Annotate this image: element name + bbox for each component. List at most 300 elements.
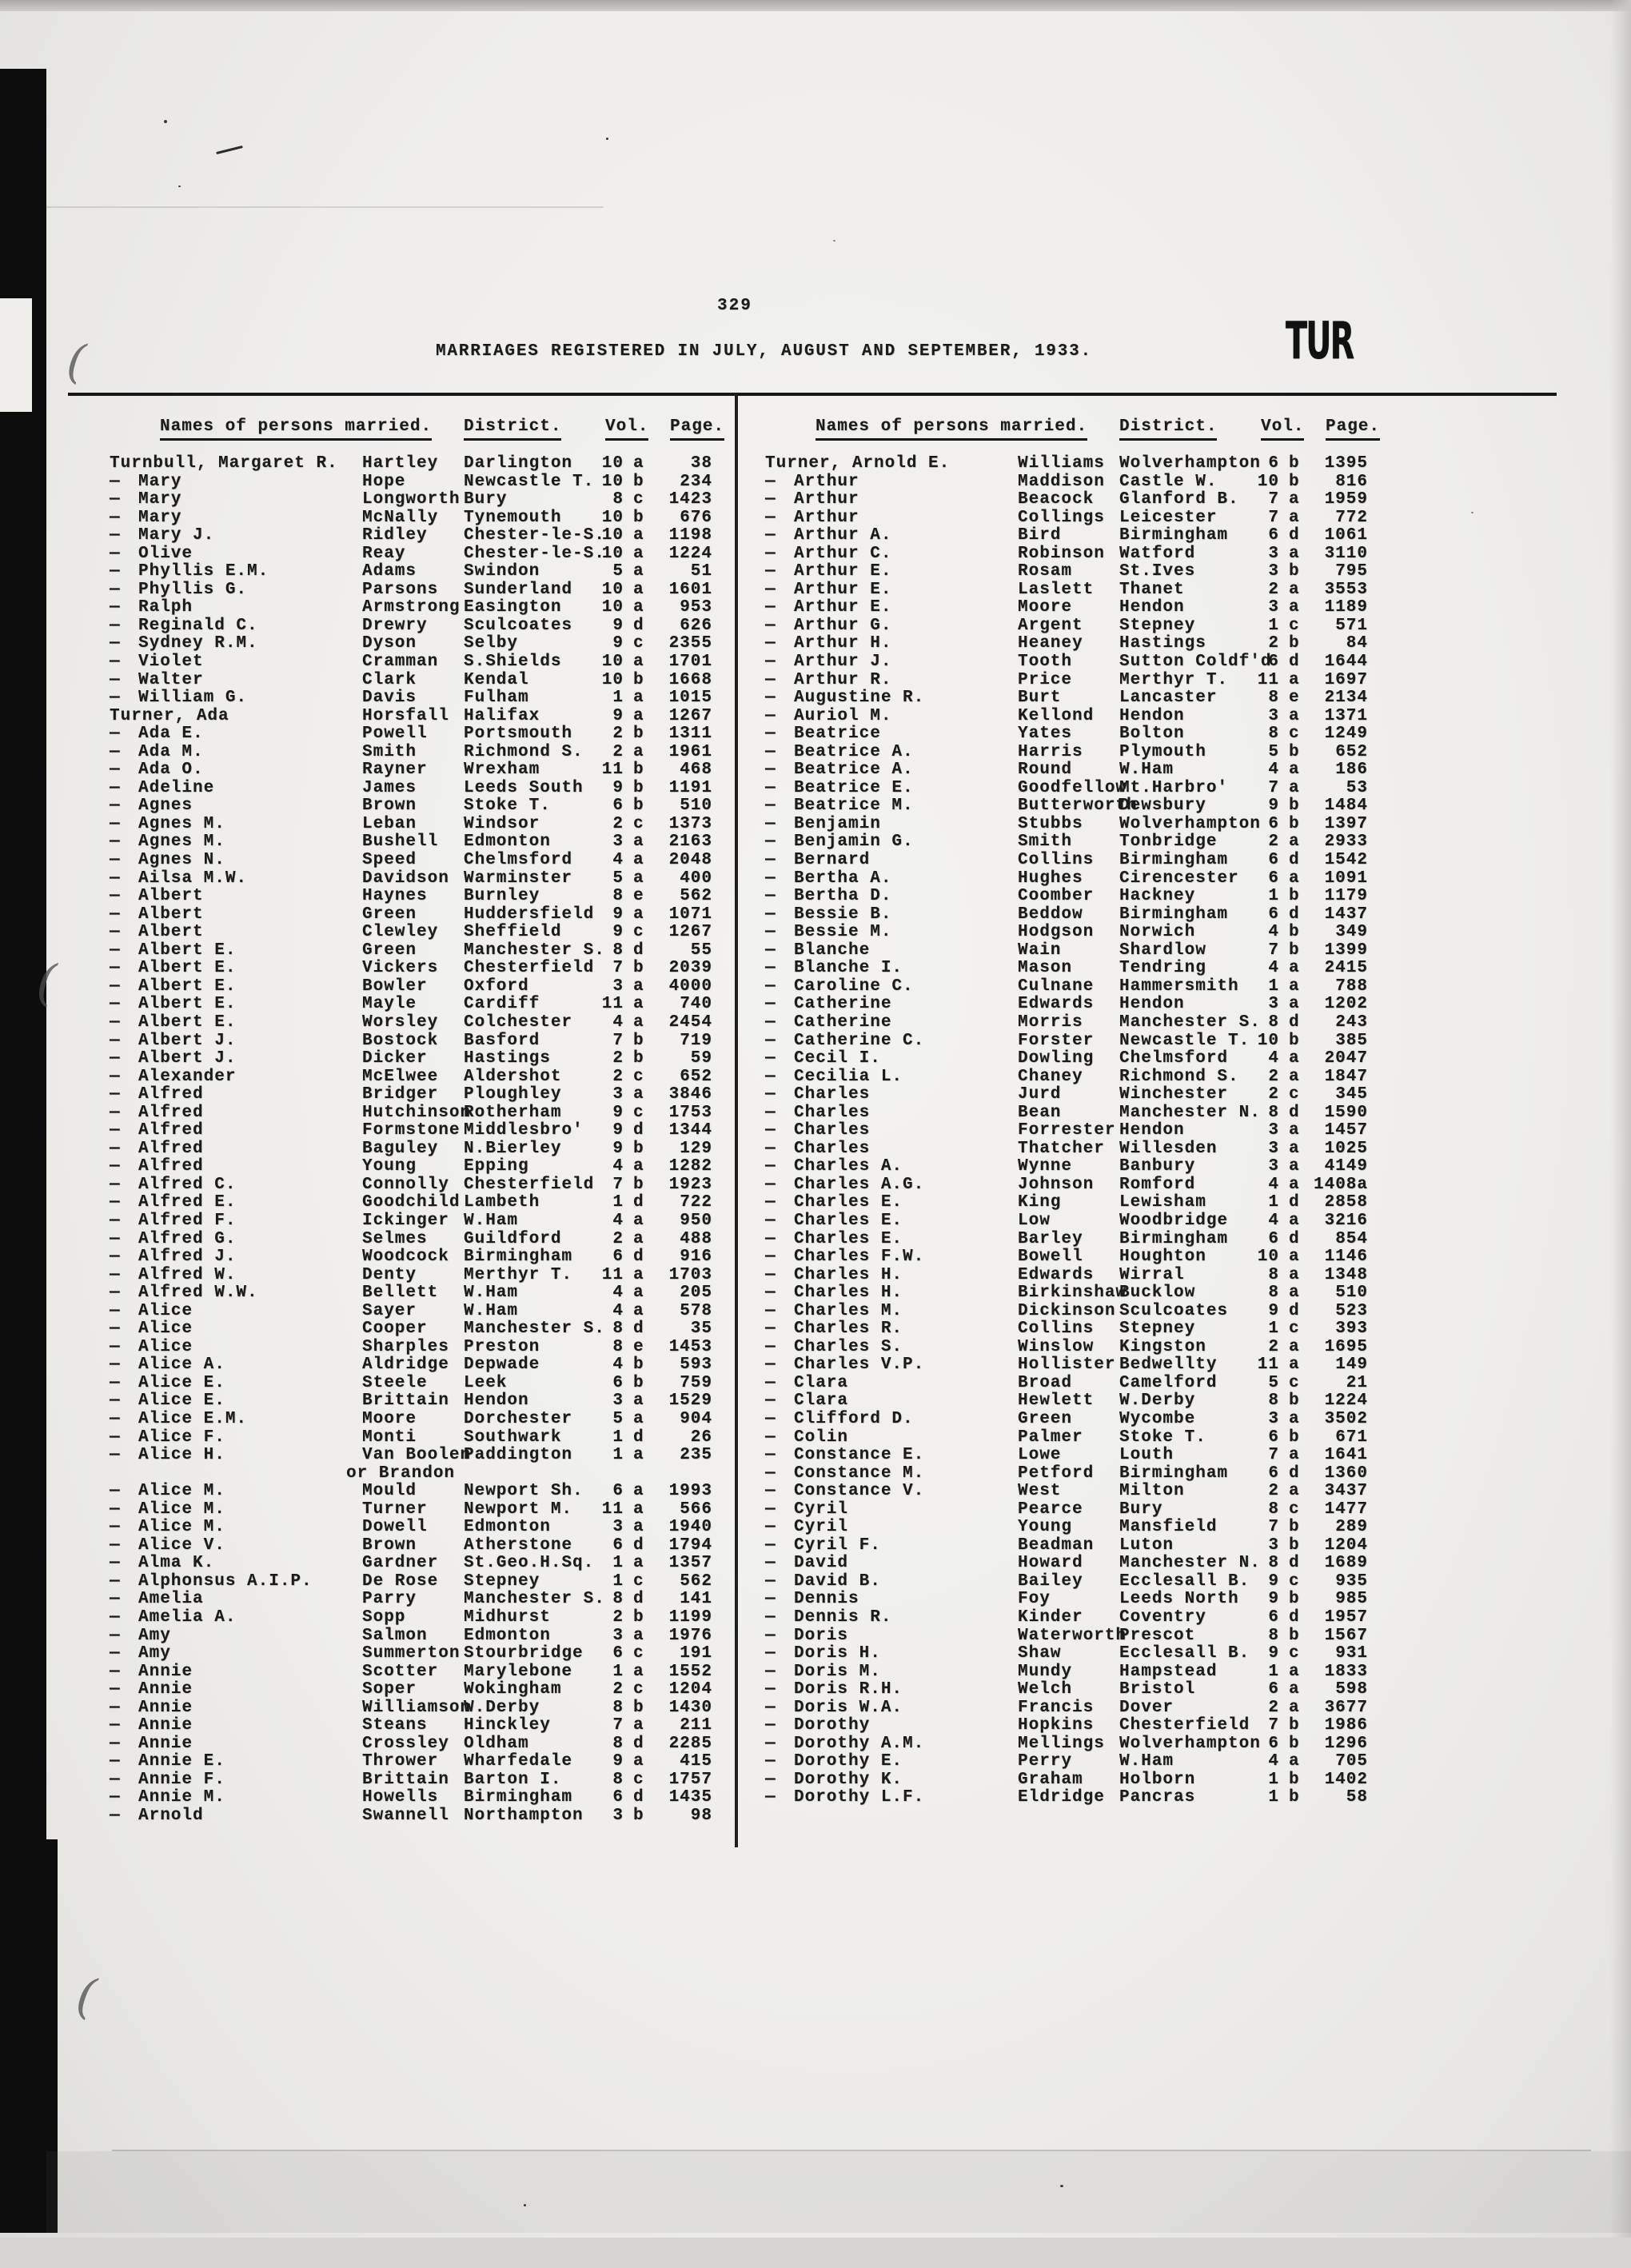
district-cell: Merthyr T. bbox=[464, 1265, 573, 1284]
spouse-cell: Green bbox=[362, 904, 417, 924]
vol-letter-cell: d bbox=[1289, 653, 1300, 672]
vol-letter-cell: b bbox=[1289, 1535, 1300, 1555]
vol-letter-cell: a bbox=[1289, 1409, 1300, 1428]
vol-number-cell: 5 bbox=[612, 1409, 624, 1428]
ditto-dash: — bbox=[110, 940, 121, 960]
district-cell: Prescot bbox=[1119, 1626, 1196, 1645]
vol-number-cell: 1 bbox=[1268, 976, 1279, 996]
name-cell: Arthur E. bbox=[794, 580, 892, 599]
name-cell: Amelia A. bbox=[138, 1608, 237, 1627]
name-cell: Albert E. bbox=[138, 940, 237, 960]
page-cell: 816 bbox=[1335, 472, 1368, 491]
district-cell: Sculcoates bbox=[464, 616, 573, 635]
vol-letter-cell: a bbox=[1289, 1698, 1300, 1717]
vol-number-cell: 3 bbox=[1268, 562, 1279, 581]
vol-number-cell: 11 bbox=[1257, 670, 1279, 689]
name-cell: Mary bbox=[138, 472, 182, 491]
vol-number-cell: 10 bbox=[1257, 1248, 1279, 1267]
name-cell: Clara bbox=[794, 1392, 849, 1411]
vol-number-cell: 3 bbox=[612, 1807, 624, 1826]
spouse-cell: Round bbox=[1018, 761, 1073, 780]
ditto-dash: — bbox=[765, 1463, 776, 1483]
table-row bbox=[110, 1788, 741, 1807]
page-cell: 1457 bbox=[1324, 1121, 1368, 1140]
table-row bbox=[110, 1464, 741, 1483]
spouse-cell: Culnane bbox=[1018, 976, 1095, 996]
table-row bbox=[765, 1554, 1397, 1572]
vol-letter-cell: b bbox=[1289, 472, 1300, 491]
spouse-cell: Heaney bbox=[1018, 634, 1083, 653]
district-cell: Stoke T. bbox=[464, 797, 551, 816]
district-cell: Windsor bbox=[464, 814, 540, 833]
vol-letter-cell: a bbox=[1289, 490, 1300, 509]
spouse-cell: Brittain bbox=[362, 1770, 449, 1789]
spouse-cell: Birkinshaw bbox=[1018, 1284, 1127, 1303]
page-cell: 1191 bbox=[668, 778, 712, 797]
page-cell: 1395 bbox=[1324, 454, 1368, 473]
spouse-cell: Winslow bbox=[1018, 1337, 1095, 1356]
district-cell: Kingston bbox=[1119, 1337, 1206, 1356]
name-cell: Cyril F. bbox=[794, 1535, 881, 1555]
district-cell: Chester-le-S. bbox=[464, 526, 605, 545]
vol-letter-cell: b bbox=[633, 797, 644, 816]
ditto-dash: — bbox=[765, 1392, 776, 1411]
vol-letter-cell: b bbox=[633, 1049, 644, 1068]
page-cell: 1189 bbox=[1324, 598, 1368, 617]
name-cell: Annie bbox=[138, 1716, 193, 1735]
vol-letter-cell: d bbox=[1289, 1463, 1300, 1483]
table-row bbox=[765, 1013, 1397, 1032]
ditto-dash: — bbox=[110, 814, 121, 833]
vol-letter-cell: b bbox=[1289, 1626, 1300, 1645]
page-cell: 562 bbox=[680, 887, 712, 906]
vol-number-cell: 7 bbox=[1268, 508, 1279, 527]
vol-number-cell: 9 bbox=[612, 1139, 624, 1158]
page-cell: 1542 bbox=[1324, 851, 1368, 870]
spouse-cell: Connolly bbox=[362, 1175, 449, 1194]
vol-number-cell: 4 bbox=[1268, 959, 1279, 978]
vol-number-cell: 7 bbox=[1268, 1716, 1279, 1735]
page-cell: 345 bbox=[1335, 1085, 1368, 1104]
vol-letter-cell: a bbox=[633, 1499, 644, 1519]
table-row bbox=[110, 598, 741, 617]
spouse-cell: Bridger bbox=[362, 1085, 439, 1104]
vol-number-cell: 3 bbox=[612, 833, 624, 852]
name-cell: Alfred J. bbox=[138, 1248, 237, 1267]
page-cell: 191 bbox=[680, 1644, 712, 1663]
table-row bbox=[765, 1104, 1397, 1122]
vol-letter-cell: a bbox=[633, 1265, 644, 1284]
page-cell: 488 bbox=[680, 1229, 712, 1248]
table-row bbox=[110, 1663, 741, 1681]
name-cell: Arthur C. bbox=[794, 544, 892, 563]
page-cell: 1957 bbox=[1324, 1608, 1368, 1627]
ditto-dash: — bbox=[110, 598, 121, 617]
vol-letter-cell: e bbox=[633, 1337, 644, 1356]
district-cell: W.Ham bbox=[1119, 1752, 1174, 1771]
table-row bbox=[110, 1627, 741, 1645]
vol-number-cell: 1 bbox=[1268, 1320, 1279, 1339]
vol-number-cell: 8 bbox=[612, 1590, 624, 1609]
spouse-cell: Petford bbox=[1018, 1463, 1095, 1483]
vol-letter-cell: b bbox=[1289, 562, 1300, 581]
vol-number-cell: 2 bbox=[612, 1229, 624, 1248]
district-cell: W.Ham bbox=[464, 1284, 519, 1303]
table-row bbox=[765, 1338, 1397, 1356]
ditto-dash: — bbox=[110, 1012, 121, 1032]
page-cell: 51 bbox=[690, 562, 712, 581]
district-cell: Colchester bbox=[464, 1012, 573, 1032]
page-cell: 205 bbox=[680, 1284, 712, 1303]
name-cell: David B. bbox=[794, 1571, 881, 1591]
name-cell: Clara bbox=[794, 1373, 849, 1392]
spouse-cell: Van Boolen bbox=[362, 1446, 472, 1465]
name-cell: Turnbull, Margaret R. bbox=[110, 454, 338, 473]
ditto-dash: — bbox=[765, 1626, 776, 1645]
district-cell: S.Shields bbox=[464, 653, 562, 672]
page-cell: 1601 bbox=[668, 580, 712, 599]
vol-number-cell: 9 bbox=[1268, 1571, 1279, 1591]
vol-letter-cell: d bbox=[1289, 1103, 1300, 1122]
spouse-cell: Thrower bbox=[362, 1752, 439, 1771]
name-cell: Charles V.P. bbox=[794, 1356, 925, 1375]
vol-letter-cell: d bbox=[1289, 526, 1300, 545]
ditto-dash: — bbox=[110, 1698, 121, 1717]
ditto-dash: — bbox=[765, 1337, 776, 1356]
name-cell: Charles bbox=[794, 1103, 871, 1122]
name-cell: Clifford D. bbox=[794, 1409, 914, 1428]
page-cell: 1091 bbox=[1324, 868, 1368, 888]
spouse-cell: or Brandon bbox=[346, 1463, 456, 1483]
vol-letter-cell: b bbox=[633, 1698, 644, 1717]
vol-letter-cell: a bbox=[633, 562, 644, 581]
vol-letter-cell: a bbox=[1289, 1680, 1300, 1699]
vol-number-cell: 8 bbox=[612, 1698, 624, 1717]
table-row bbox=[110, 1536, 741, 1555]
page-cell: 1435 bbox=[668, 1788, 712, 1807]
name-cell: Charles bbox=[794, 1121, 871, 1140]
ditto-dash: — bbox=[765, 940, 776, 960]
name-cell: Annie E. bbox=[138, 1752, 225, 1771]
spouse-cell: Hughes bbox=[1018, 868, 1083, 888]
ditto-dash: — bbox=[110, 1320, 121, 1339]
ditto-dash: — bbox=[765, 634, 776, 653]
spouse-cell: Bowell bbox=[1018, 1248, 1083, 1267]
ditto-dash: — bbox=[110, 1085, 121, 1104]
name-cell: Violet bbox=[138, 653, 204, 672]
vol-number-cell: 9 bbox=[612, 616, 624, 635]
vol-number-cell: 1 bbox=[612, 1446, 624, 1465]
table-row bbox=[765, 1176, 1397, 1194]
ditto-dash: — bbox=[765, 1356, 776, 1375]
page-cell: 1311 bbox=[668, 725, 712, 744]
ditto-dash: — bbox=[765, 1139, 776, 1158]
vol-letter-cell: d bbox=[633, 1193, 644, 1212]
table-row bbox=[765, 1536, 1397, 1555]
district-cell: Paddington bbox=[464, 1446, 573, 1465]
vol-number-cell: 6 bbox=[612, 1373, 624, 1392]
spouse-cell: Dyson bbox=[362, 634, 417, 653]
vol-number-cell: 8 bbox=[612, 1734, 624, 1753]
table-row bbox=[765, 779, 1397, 797]
ditto-dash: — bbox=[765, 959, 776, 978]
page-cell: 705 bbox=[1335, 1752, 1368, 1771]
ditto-dash: — bbox=[765, 1535, 776, 1555]
vol-letter-cell: d bbox=[1289, 904, 1300, 924]
district-cell: Newcastle T. bbox=[464, 472, 595, 491]
district-cell: W.Derby bbox=[464, 1698, 540, 1717]
spouse-cell: Powell bbox=[362, 725, 428, 744]
district-cell: Lewisham bbox=[1119, 1193, 1206, 1212]
vol-letter-cell: a bbox=[633, 1662, 644, 1681]
table-row bbox=[765, 545, 1397, 563]
page-cell: 235 bbox=[680, 1446, 712, 1465]
district-cell: Ecclesall B. bbox=[1119, 1644, 1250, 1663]
page-cell: 400 bbox=[680, 868, 712, 888]
district-cell: Newport Sh. bbox=[464, 1482, 584, 1501]
page-cell: 510 bbox=[1335, 1284, 1368, 1303]
name-cell: Caroline C. bbox=[794, 976, 914, 996]
page-cell: 468 bbox=[680, 761, 712, 780]
vol-letter-cell: a bbox=[633, 454, 644, 473]
vol-letter-cell: a bbox=[633, 526, 644, 545]
district-cell: Hendon bbox=[1119, 1121, 1185, 1140]
vol-letter-cell: d bbox=[633, 940, 644, 960]
vol-number-cell: 4 bbox=[612, 1284, 624, 1303]
ditto-dash: — bbox=[765, 1518, 776, 1537]
vol-letter-cell: a bbox=[1289, 670, 1300, 689]
spouse-cell: Ridley bbox=[362, 526, 428, 545]
page-cell: 1986 bbox=[1324, 1716, 1368, 1735]
table-row bbox=[765, 1248, 1397, 1266]
ditto-dash: — bbox=[110, 887, 121, 906]
spouse-cell: Smith bbox=[362, 742, 417, 761]
table-row bbox=[765, 1663, 1397, 1681]
table-row bbox=[110, 1644, 741, 1663]
name-cell: Constance E. bbox=[794, 1446, 925, 1465]
table-row bbox=[110, 743, 741, 761]
vol-number-cell: 8 bbox=[1268, 1012, 1279, 1032]
table-row bbox=[110, 1157, 741, 1176]
ditto-dash: — bbox=[110, 742, 121, 761]
spouse-cell: Crossley bbox=[362, 1734, 449, 1753]
vol-letter-cell: a bbox=[1289, 706, 1300, 725]
ditto-dash: — bbox=[765, 1085, 776, 1104]
vol-letter-cell: a bbox=[1289, 1265, 1300, 1284]
ditto-dash: — bbox=[110, 761, 121, 780]
vol-number-cell: 6 bbox=[1268, 1608, 1279, 1627]
page-cell: 510 bbox=[680, 797, 712, 816]
table-row bbox=[765, 454, 1397, 473]
table-row bbox=[765, 671, 1397, 689]
district-cell: Bolton bbox=[1119, 725, 1185, 744]
name-cell: Ada O. bbox=[138, 761, 204, 780]
vol-letter-cell: c bbox=[633, 1770, 644, 1789]
vol-letter-cell: a bbox=[1289, 1356, 1300, 1375]
vol-number-cell: 4 bbox=[1268, 1752, 1279, 1771]
ditto-dash: — bbox=[110, 1734, 121, 1753]
vol-number-cell: 11 bbox=[601, 1265, 624, 1284]
name-cell: Reginald C. bbox=[138, 616, 258, 635]
vol-number-cell: 11 bbox=[601, 1499, 624, 1519]
district-cell: Stepney bbox=[1119, 1320, 1196, 1339]
page-cell: 3677 bbox=[1324, 1698, 1368, 1717]
page-cell: 1430 bbox=[668, 1698, 712, 1717]
vol-letter-cell: b bbox=[633, 778, 644, 797]
district-cell: Banbury bbox=[1119, 1157, 1196, 1176]
vol-number-cell: 3 bbox=[612, 1626, 624, 1645]
ditto-dash: — bbox=[765, 797, 776, 816]
page-cell: 3437 bbox=[1324, 1482, 1368, 1501]
vol-number-cell: 2 bbox=[612, 1608, 624, 1627]
vol-number-cell: 10 bbox=[601, 598, 624, 617]
table-row bbox=[110, 1392, 741, 1410]
spouse-cell: Sharples bbox=[362, 1337, 449, 1356]
page-cell: 58 bbox=[1346, 1788, 1368, 1807]
ditto-dash: — bbox=[110, 1608, 121, 1627]
ditto-dash: — bbox=[765, 689, 776, 708]
vol-number-cell: 4 bbox=[612, 1211, 624, 1230]
vol-number-cell: 2 bbox=[612, 725, 624, 744]
vol-letter-cell: a bbox=[633, 904, 644, 924]
district-cell: Castle W. bbox=[1119, 472, 1218, 491]
name-cell: Amelia bbox=[138, 1590, 204, 1609]
vol-number-cell: 6 bbox=[1268, 526, 1279, 545]
vol-number-cell: 4 bbox=[612, 1012, 624, 1032]
spouse-cell: Williams bbox=[1018, 454, 1105, 473]
spouse-cell: Edwards bbox=[1018, 995, 1095, 1014]
table-row bbox=[765, 1410, 1397, 1428]
ditto-dash: — bbox=[765, 1265, 776, 1284]
pen-mark: ( bbox=[64, 333, 89, 389]
ditto-dash: — bbox=[765, 1608, 776, 1627]
vol-letter-cell: b bbox=[1289, 923, 1300, 942]
vol-number-cell: 3 bbox=[1268, 598, 1279, 617]
name-cell: Charles S. bbox=[794, 1337, 903, 1356]
district-cell: Birmingham bbox=[464, 1788, 573, 1807]
table-row bbox=[765, 1699, 1397, 1717]
vol-number-cell: 6 bbox=[1268, 1427, 1279, 1447]
spouse-cell: Williamson bbox=[362, 1698, 472, 1717]
header-vol: Vol. bbox=[1261, 417, 1304, 441]
ditto-dash: — bbox=[765, 904, 776, 924]
vol-number-cell: 6 bbox=[612, 797, 624, 816]
ditto-dash: — bbox=[765, 1662, 776, 1681]
name-cell: Annie bbox=[138, 1734, 193, 1753]
page-cell: 1061 bbox=[1324, 526, 1368, 545]
district-cell: W.Derby bbox=[1119, 1392, 1196, 1411]
vol-letter-cell: a bbox=[633, 653, 644, 672]
vol-number-cell: 5 bbox=[1268, 742, 1279, 761]
table-row bbox=[110, 1482, 741, 1500]
vol-letter-cell: c bbox=[633, 1644, 644, 1663]
district-cell: Stepney bbox=[1119, 616, 1196, 635]
name-cell: Arthur E. bbox=[794, 562, 892, 581]
ditto-dash: — bbox=[765, 851, 776, 870]
district-cell: Manchester S. bbox=[464, 1320, 605, 1339]
ditto-dash: — bbox=[110, 1265, 121, 1284]
spouse-cell: Pearce bbox=[1018, 1499, 1083, 1519]
spouse-cell: Brown bbox=[362, 1535, 417, 1555]
ditto-dash: — bbox=[110, 1535, 121, 1555]
name-cell: Arthur bbox=[794, 508, 859, 527]
spouse-cell: Argent bbox=[1018, 616, 1083, 635]
spouse-cell: Gardner bbox=[362, 1554, 439, 1573]
page-cell: 1015 bbox=[668, 689, 712, 708]
table-row bbox=[110, 1608, 741, 1627]
ditto-dash: — bbox=[110, 1409, 121, 1428]
name-cell: Arthur H. bbox=[794, 634, 892, 653]
vol-number-cell: 10 bbox=[601, 544, 624, 563]
spouse-cell: De Rose bbox=[362, 1571, 439, 1591]
vol-number-cell: 9 bbox=[1268, 797, 1279, 816]
vol-letter-cell: b bbox=[633, 1175, 644, 1194]
district-cell: Birmingham bbox=[464, 1248, 573, 1267]
district-cell: Selby bbox=[464, 634, 519, 653]
name-cell: Annie bbox=[138, 1662, 193, 1681]
vol-letter-cell: b bbox=[633, 1139, 644, 1158]
ditto-dash: — bbox=[110, 1770, 121, 1789]
ditto-dash: — bbox=[765, 1211, 776, 1230]
page-cell: 1360 bbox=[1324, 1463, 1368, 1483]
name-cell: Charles H. bbox=[794, 1265, 903, 1284]
page-cell: 141 bbox=[680, 1590, 712, 1609]
vol-number-cell: 2 bbox=[1268, 580, 1279, 599]
vol-number-cell: 7 bbox=[612, 959, 624, 978]
district-cell: Easington bbox=[464, 598, 562, 617]
table-row bbox=[110, 1680, 741, 1699]
district-cell: Watford bbox=[1119, 544, 1196, 563]
spouse-cell: Harris bbox=[1018, 742, 1083, 761]
ditto-dash: — bbox=[765, 616, 776, 635]
spouse-cell: Turner bbox=[362, 1499, 428, 1519]
name-cell: Alice M. bbox=[138, 1499, 225, 1519]
page-cell: 1477 bbox=[1324, 1499, 1368, 1519]
district-cell: St.Geo.H.Sq. bbox=[464, 1554, 595, 1573]
name-cell: Bessie M. bbox=[794, 923, 892, 942]
ditto-dash: — bbox=[110, 1193, 121, 1212]
district-cell: W.Ham bbox=[464, 1211, 519, 1230]
page-cell: 3502 bbox=[1324, 1409, 1368, 1428]
table-row bbox=[765, 1230, 1397, 1248]
name-cell: Alice bbox=[138, 1337, 193, 1356]
vol-number-cell: 1 bbox=[612, 1427, 624, 1447]
vol-number-cell: 5 bbox=[612, 562, 624, 581]
table-row bbox=[110, 1716, 741, 1735]
ditto-dash: — bbox=[110, 778, 121, 797]
table-row bbox=[110, 1121, 741, 1140]
ditto-dash: — bbox=[110, 904, 121, 924]
vol-letter-cell: c bbox=[1289, 1571, 1300, 1591]
vol-number-cell: 2 bbox=[1268, 1337, 1279, 1356]
district-cell: Chesterfield bbox=[1119, 1716, 1250, 1735]
name-cell: Charles bbox=[794, 1139, 871, 1158]
spouse-cell: Howells bbox=[362, 1788, 439, 1807]
table-row bbox=[765, 815, 1397, 833]
page-cell: 53 bbox=[1346, 778, 1368, 797]
district-cell: W.Ham bbox=[1119, 761, 1174, 780]
vol-number-cell: 2 bbox=[612, 1049, 624, 1068]
vol-letter-cell: a bbox=[1289, 1662, 1300, 1681]
name-cell: Alfred W.W. bbox=[138, 1284, 258, 1303]
vol-number-cell: 3 bbox=[1268, 1157, 1279, 1176]
table-row bbox=[765, 1464, 1397, 1483]
ditto-dash: — bbox=[765, 1698, 776, 1717]
table-row bbox=[765, 905, 1397, 924]
spouse-cell: Salmon bbox=[362, 1626, 428, 1645]
vol-letter-cell: b bbox=[633, 761, 644, 780]
name-cell: Albert bbox=[138, 887, 204, 906]
